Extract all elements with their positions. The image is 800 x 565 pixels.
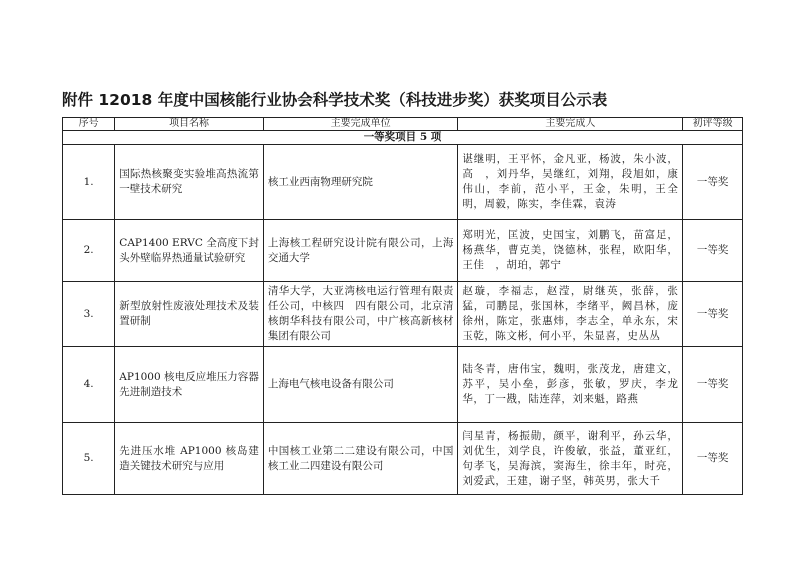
row-project-name: 国际热核聚变实验堆高热流第一壁技术研究	[115, 145, 264, 220]
row-main-people: 陆冬青，唐伟宝，魏明，张茂龙，唐建文，苏平，吴小垒，彭彦，张敏，罗庆，李龙华，丁一戡，陆连萍，刘来魁，路燕	[458, 347, 683, 423]
table-row	[63, 220, 743, 282]
row-main-people: 赵璇，李福志，赵滢，尉继英，张薛，张猛，司鹏昆，张国林，李绪平，阙昌林，庞徐州，陈定，张惠炜，李志全，单永东，宋玉乾，陈文彬，何小平，朱显喜，史丛丛	[458, 282, 683, 347]
row-serial-no: 3.	[63, 282, 115, 347]
row-serial-no: 1.	[63, 145, 115, 220]
row-serial-no: 4.	[63, 347, 115, 423]
row-main-people: 闫星青，杨振勋，颜平，谢利平，孙云华，刘优生，刘学良，许俊敏，张益，董亚红，句孝飞，吴海滨，窦海生，徐丰年，时亮，刘爱武，王建，谢子坚，韩英男，张大千	[458, 423, 683, 495]
award-table	[62, 117, 743, 495]
section-label: 一等奖项目 5 项	[63, 131, 743, 145]
row-initial-grade: 一等奖	[683, 423, 743, 495]
table-header-row	[63, 118, 743, 131]
row-main-people: 郑明光，匡波，史国宝，刘鹏飞，苗富足，杨燕华，曹克美，饶德林，张程，欧阳华，王佳 ，胡珀，郭宁	[458, 220, 683, 282]
table-row	[63, 423, 743, 495]
header-main-units: 主要完成单位	[263, 118, 458, 131]
row-initial-grade: 一等奖	[683, 220, 743, 282]
row-project-name: 先进压水堆 AP1000 核岛建造关键技术研究与应用	[115, 423, 264, 495]
row-project-name: CAP1400 ERVC 全高度下封头外壁临界热通量试验研究	[115, 220, 264, 282]
section-row	[63, 131, 743, 145]
header-initial-grade: 初评等级	[683, 118, 743, 131]
document-title: 附件 12018 年度中国核能行业协会科学技术奖（科技进步奖）获奖项目公示表	[62, 91, 608, 109]
row-project-name: 新型放射性废液处理技术及装置研制	[115, 282, 264, 347]
row-project-name: AP1000 核电反应堆压力容器先进制造技术	[115, 347, 264, 423]
row-serial-no: 2.	[63, 220, 115, 282]
row-main-people: 谌继明，王平怀，金凡亚，杨波，朱小波，高 ，刘丹华，吴继红，刘翔，段旭如，康伟山，李前，范小平，王金，朱明，王全明，周毅，陈实，李佳霖，袁涛	[458, 145, 683, 220]
row-initial-grade: 一等奖	[683, 145, 743, 220]
table-row	[63, 347, 743, 423]
row-initial-grade: 一等奖	[683, 347, 743, 423]
table-row	[63, 282, 743, 347]
header-serial-no: 序号	[63, 118, 115, 131]
header-project-name: 项目名称	[115, 118, 264, 131]
row-main-units: 清华大学，大亚湾核电运行管理有限责任公司，中核四 四有限公司，北京清核朗华科技有限公司，中广核高新核材集团有限公司	[263, 282, 458, 347]
row-serial-no: 5.	[63, 423, 115, 495]
table-row	[63, 145, 743, 220]
row-main-units: 上海电气核电设备有限公司	[263, 347, 458, 423]
row-main-units: 核工业西南物理研究院	[263, 145, 458, 220]
row-initial-grade: 一等奖	[683, 282, 743, 347]
row-main-units: 上海核工程研究设计院有限公司，上海交通大学	[263, 220, 458, 282]
header-main-people: 主要完成人	[458, 118, 683, 131]
row-main-units: 中国核工业第二二建设有限公司，中国核工业二四建设有限公司	[263, 423, 458, 495]
